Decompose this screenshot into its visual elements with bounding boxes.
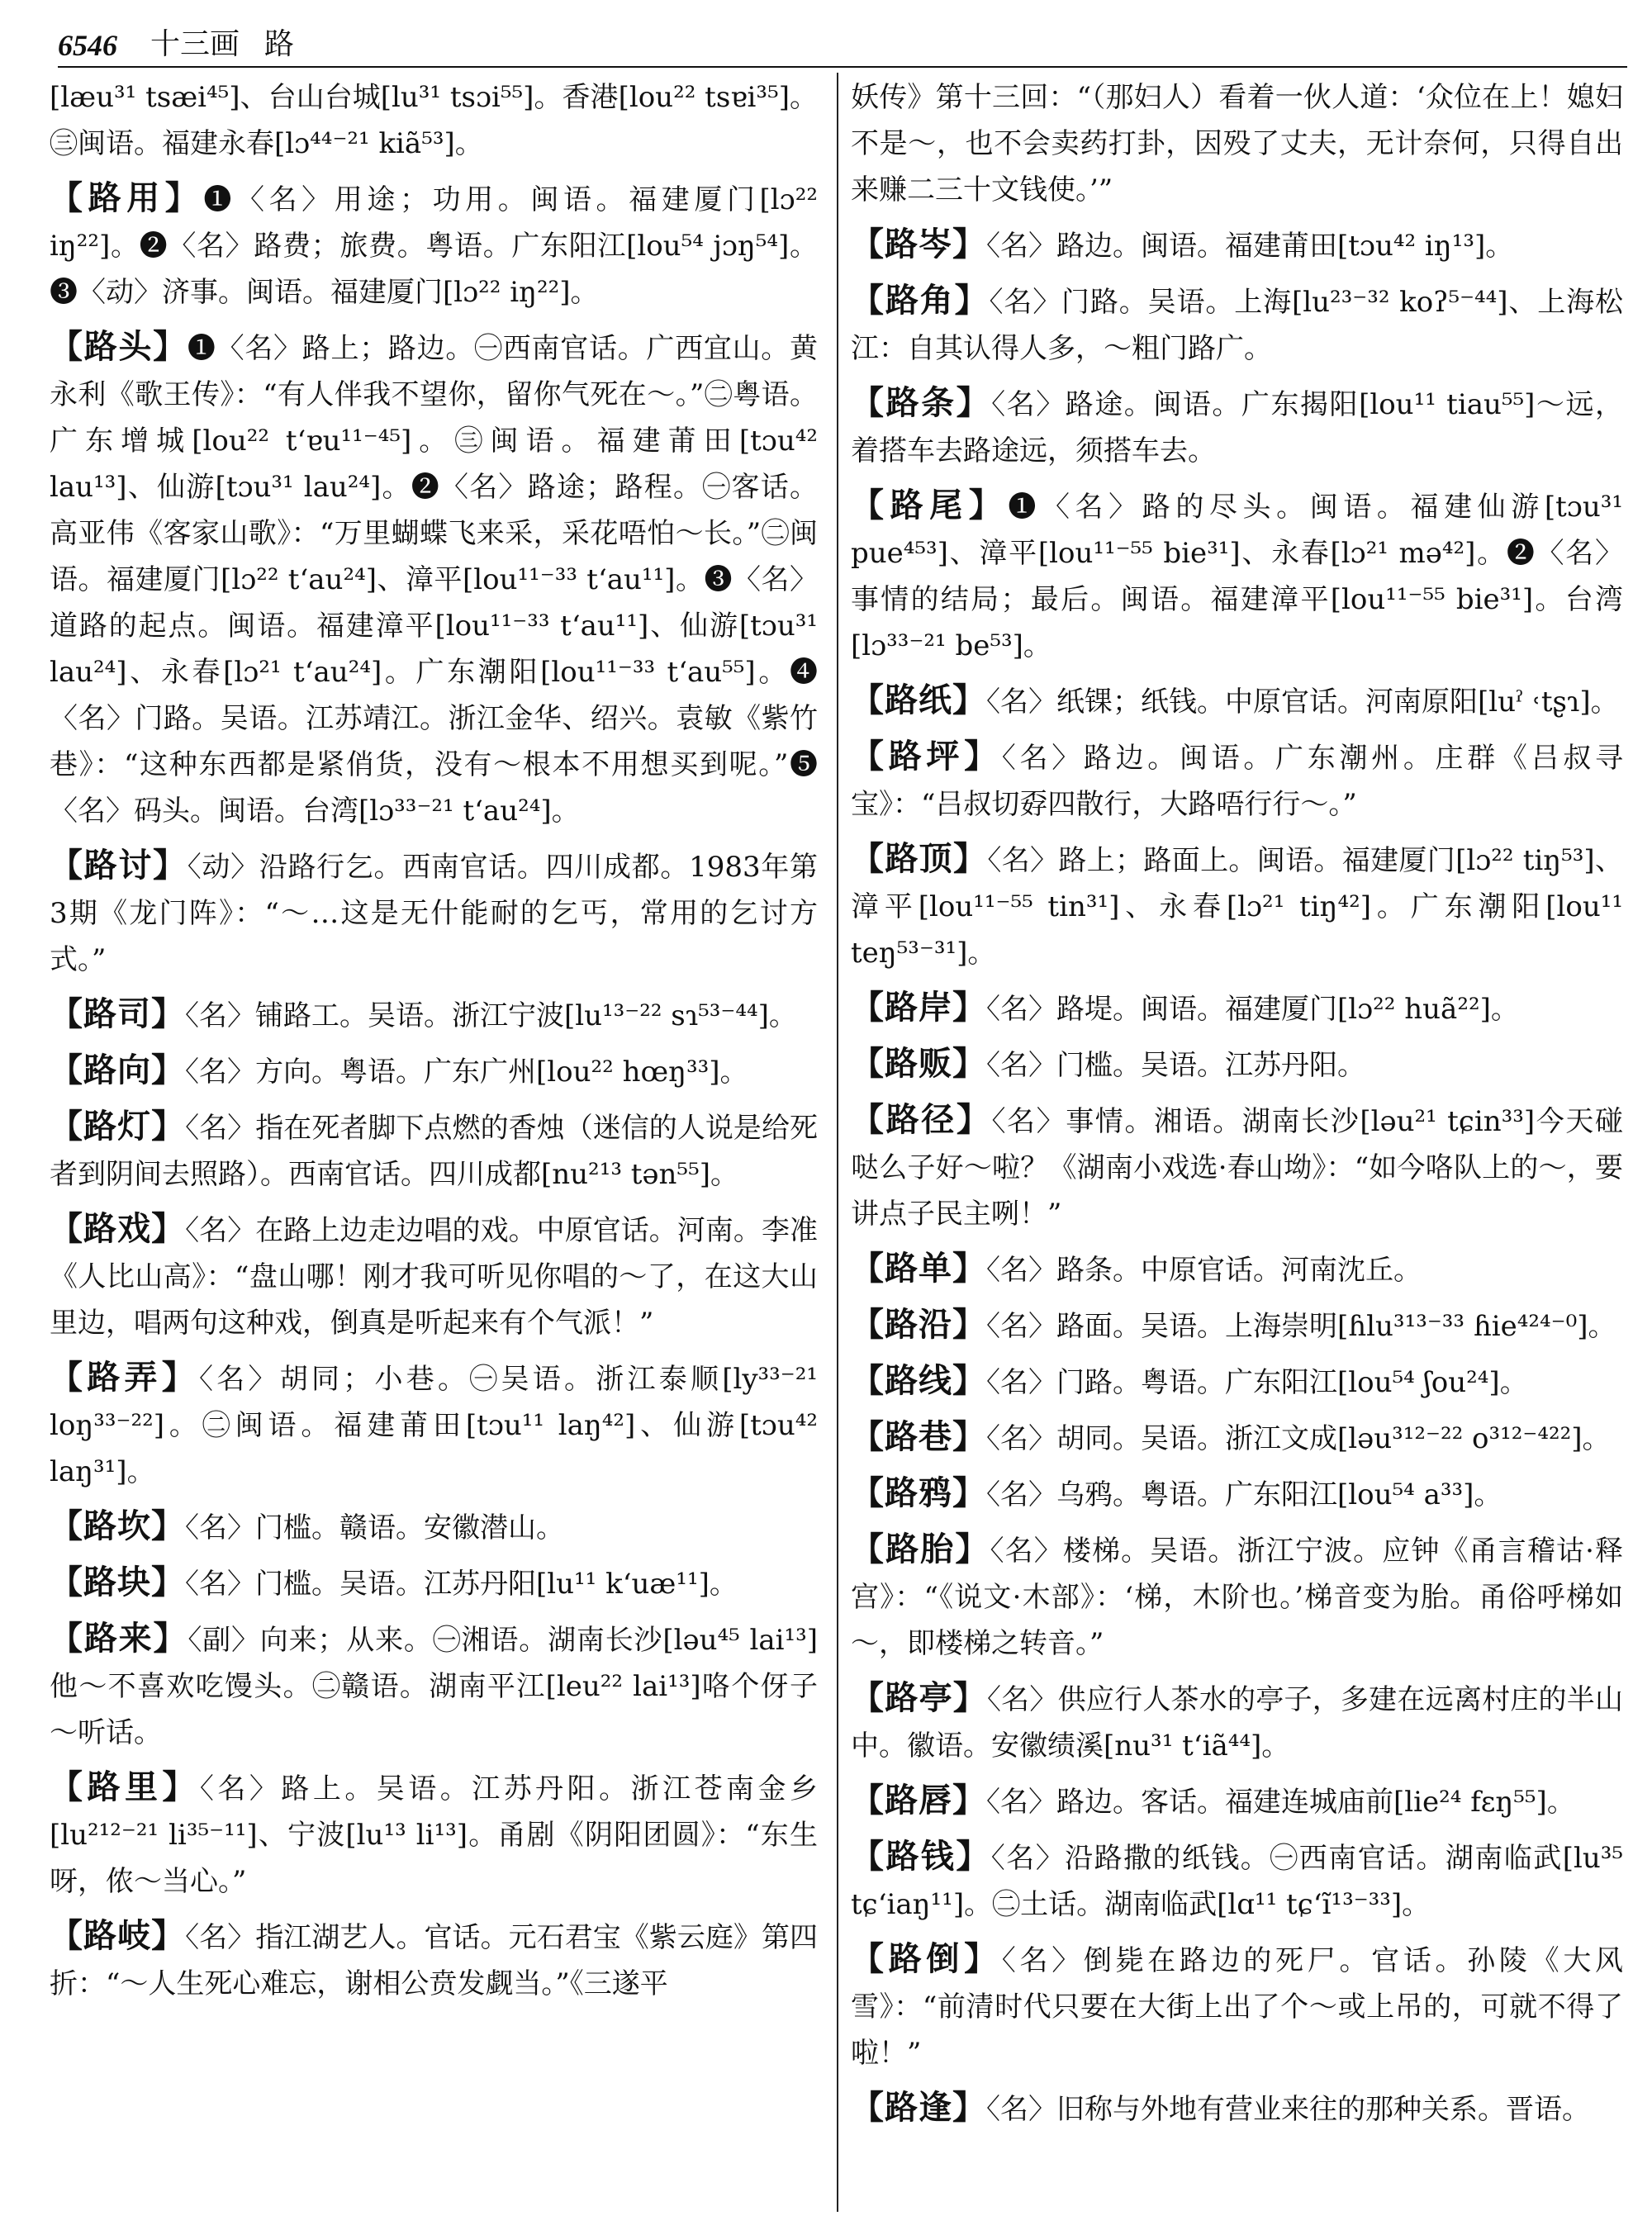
entry-headword: 【路线】 (851, 1361, 986, 1400)
entry-headword: 【路岑】 (851, 225, 986, 263)
entry-definition: 〈名〉路边。闽语。福建莆田[tɔu⁴² iŋ¹³]。 (986, 230, 1514, 263)
right-column (851, 73, 1623, 2141)
entry-headword: 【路坪】 (851, 737, 1002, 776)
entry-headword: 【路钱】 (851, 1837, 991, 1876)
dictionary-entry (851, 985, 1623, 1032)
entry-definition: 〈名〉路边。客话。福建连城庙前[lie²⁴ fɛŋ⁵⁵]。 (986, 1786, 1575, 1819)
entry-definition: 〈名〉铺路工。吴语。浙江宁波[lu¹³⁻²² sɿ⁵³⁻⁴⁴]。 (185, 999, 797, 1032)
entry-headword: 【路来】 (50, 1619, 188, 1658)
entry-headword: 【路司】 (50, 994, 185, 1033)
entry-definition: 〈名〉路途。闽语。广东揭阳[lou¹¹ tiau⁵⁵]～远，着搭车去路途远，须搭车去。 (851, 388, 1623, 467)
header-rule (58, 66, 1627, 68)
entry-headword: 【路亭】 (851, 1678, 987, 1717)
entry-definition: 〈名〉路堤。闽语。福建厦门[lɔ²² huã²²]。 (986, 993, 1519, 1026)
dictionary-entry (851, 1245, 1623, 1293)
entry-definition: 〈名〉指在死者脚下点燃的香烛（迷信的人说是给死者到阴间去照路）。西南官话。四川成都[nu²¹³ tən⁵⁵]。 (50, 1112, 819, 1191)
entry-headword: 【路头】 (50, 327, 188, 366)
dictionary-entry (50, 1764, 818, 1905)
dictionary-entry (50, 1559, 818, 1607)
entry-definition: 〈名〉旧称与外地有营业来往的那种关系。晋语。 (986, 2093, 1590, 2126)
column-divider (837, 73, 838, 2212)
dictionary-entry (851, 1526, 1623, 1667)
entry-definition: ❶〈名〉路上；路边。㊀西南官话。广西宜山。黄永利《歌王传》：“有人伴我不望你，留你气死在～。”㊁粤语。广东增城[lou²² tʻɐu¹¹⁻⁴⁵]。㊂闽语。福建莆田[tɔu⁴² lau¹³]、仙游[tɔu³¹ lau²⁴]。❷〈名〉路途；路程。㊀客话。高亚伟《客家山歌》：“万里蝴蝶飞来采，采花唔怕～长。”㊁闽语。福建厦门[lɔ²² tʻau²⁴]、漳平[lou¹¹⁻³³ tʻau¹¹]。❸〈名〉道路的起点。闽语。福建漳平[lou¹¹⁻³³ tʻau¹¹]、仙游[tɔu³¹ lau²⁴]、永春[lɔ²¹ tʻau²⁴]。广东潮阳[lou¹¹⁻³³ tʻau⁵⁵]。❹〈名〉门路。吴语。江苏靖江。浙江金华、绍兴。袁敏《紫竹巷》：“这种东西都是紧俏货，没有～根本不用想买到呢。”❺〈名〉码头。闽语。台湾[lɔ³³⁻²¹ tʻau²⁴]。 (50, 332, 819, 828)
page-number: 6546 (58, 29, 117, 62)
entry-definition: 〈名〉方向。粤语。广东广州[lou²² hœŋ³³]。 (185, 1056, 748, 1089)
dictionary-entry (851, 1675, 1623, 1769)
dictionary-entry (50, 991, 818, 1039)
entry-definition: 〈名〉路面。吴语。上海崇明[ɦlu³¹³⁻³³ ɦie⁴²⁴⁻⁰]。 (986, 1310, 1616, 1343)
entry-definition: 〈动〉沿路行乞。西南官话。四川成都。1983年第3期《龙门阵》：“～…这是无什能耐的乞丐，常用的乞讨方式。” (50, 851, 818, 976)
entry-definition: 〈名〉供应行人茶水的亭子，多建在远离村庄的半山中。徽语。安徽绩溪[nu³¹ tʻiã⁴⁴]。 (851, 1683, 1624, 1763)
dictionary-entry (851, 73, 1623, 213)
dictionary-entry (50, 1206, 818, 1346)
entry-definition: ❶〈名〉用途；功用。闽语。福建厦门[lɔ²² iŋ²²]。❷〈名〉路费；旅费。粤语。广东阳江[lou⁵⁴ jɔŋ⁵⁴]。❸〈动〉济事。闽语。福建厦门[lɔ²² iŋ²²]。 (50, 183, 818, 309)
entry-headword: 【路条】 (851, 383, 992, 422)
entry-definition: 〈名〉事情。湘语。湖南长沙[ləu²¹ tɕin³³]今天碰哒么子好～啦？《湖南小戏选·春山坳》：“如今咯队上的～，要讲点子民主咧！” (851, 1105, 1623, 1231)
entry-definition: 〈名〉路边。闽语。广东潮州。庄群《吕叔寻宝》：“吕叔切孬四散行，大路唔行行～。” (851, 742, 1624, 821)
entry-definition: 〈副〉向来；从来。㊀湘语。湖南长沙[ləu⁴⁵ lai¹³]他～不喜欢吃馒头。㊁赣语。湖南平江[leu²² lai¹³]咯个伢子～听话。 (50, 1624, 818, 1749)
dictionary-entry (851, 2085, 1623, 2133)
dictionary-entry (851, 1834, 1623, 1928)
entry-headword: 【路弄】 (50, 1358, 199, 1397)
dictionary-entry (851, 380, 1623, 474)
entry-definition: 〈名〉在路上边走边唱的戏。中原官话。河南。李准《人比山高》：“盘山哪！刚才我可听见你唱的～了，在这大山里边，唱两句这种戏，倒真是听起来有个气派！” (50, 1214, 819, 1340)
entry-headword: 【路块】 (50, 1563, 185, 1601)
entry-headword: 【路径】 (851, 1100, 992, 1139)
dictionary-entry (851, 278, 1623, 372)
dictionary-entry (50, 1355, 818, 1495)
dictionary-entry (851, 1041, 1623, 1089)
entry-definition: 〈名〉门槛。吴语。江苏丹阳[lu¹¹ kʻuæ¹¹]。 (185, 1568, 738, 1601)
entry-definition: 〈名〉纸锞；纸钱。中原官话。河南原阳[luˀ ˓tʂɿ]。 (986, 686, 1619, 719)
dictionary-entry (50, 1047, 818, 1095)
dictionary-entry (50, 842, 818, 983)
dictionary-entry (851, 1358, 1623, 1406)
entry-definition: 〈名〉胡同。吴语。浙江文成[ləu³¹²⁻²² o³¹²⁻⁴²²]。 (986, 1422, 1611, 1455)
left-column (50, 73, 818, 2015)
entry-definition: 〈名〉倒毙在路边的死尸。官话。孙陵《大风雪》：“前清时代只要在大街上出了个～或上吊的，可就不得了啦！” (851, 1944, 1624, 2070)
entry-headword: 【路坎】 (50, 1506, 185, 1545)
dictionary-entry (851, 482, 1623, 669)
entry-definition: 〈名〉楼梯。吴语。浙江宁波。应钟《甬言稽诂·释宫》：“《说文·木部》：‘梯，木阶也。’梯音变为胎。甬俗呼梯如～，即楼梯之转音。” (851, 1535, 1624, 1660)
entry-headword: 【路巷】 (851, 1417, 986, 1456)
dictionary-entry (851, 677, 1623, 725)
entry-definition: 〈名〉路上；路面上。闽语。福建厦门[lɔ²² tiŋ⁵³]、漳平[lou¹¹⁻⁵⁵ tin³¹]、永春[lɔ²¹ tiŋ⁴²]。广东潮阳[lou¹¹ teŋ⁵³⁻³¹]。 (851, 844, 1623, 970)
dictionary-entry (50, 175, 818, 316)
entry-headword: 【路沿】 (851, 1305, 986, 1344)
dictionary-entry (851, 1302, 1623, 1350)
dictionary-entry (50, 1503, 818, 1551)
entry-headword: 【路顶】 (851, 839, 988, 878)
dictionary-entry (851, 1097, 1623, 1237)
entry-headword: 【路岸】 (851, 988, 986, 1027)
entry-headword: 【路纸】 (851, 681, 986, 719)
dictionary-entry (851, 1470, 1623, 1518)
entry-headword: 【路向】 (50, 1051, 185, 1089)
radical-label: 路 (264, 27, 295, 61)
dictionary-entry (851, 733, 1623, 828)
dictionary-entry (50, 1103, 818, 1198)
entry-headword: 【路角】 (851, 281, 990, 320)
dictionary-entry (50, 324, 818, 834)
entry-definition: ❶〈名〉路的尽头。闽语。福建仙游[tɔu³¹ pue⁴⁵³]、漳平[lou¹¹⁻⁵⁵ bie³¹]、永春[lɔ²¹ mə⁴²]。❷〈名〉事情的结局；最后。闽语。福建漳平[lou¹¹⁻⁵⁵ bie³¹]。台湾[lɔ³³⁻²¹ be⁵³]。 (851, 491, 1623, 662)
dictionary-entry (851, 1777, 1623, 1825)
entry-headword: 【路逢】 (851, 2088, 986, 2127)
entry-headword: 【路里】 (50, 1767, 200, 1806)
entry-headword: 【路讨】 (50, 846, 188, 885)
entry-definition: 〈名〉路条。中原官话。河南沈丘。 (986, 1254, 1422, 1287)
entry-definition: 〈名〉乌鸦。粤语。广东阳江[lou⁵⁴ a³³]。 (986, 1478, 1502, 1511)
dictionary-entry (851, 1414, 1623, 1462)
entry-definition: 〈名〉路上。吴语。江苏丹阳。浙江苍南金乡[lu²¹²⁻²¹ li³⁵⁻¹¹]、宁波[lu¹³ li¹³]。甬剧《阴阳团圆》：“东生呀，侬～当心。” (50, 1772, 819, 1898)
dictionary-entry (851, 836, 1623, 976)
entry-headword: 【路岐】 (50, 1916, 186, 1955)
entry-definition: 〈名〉沿路撒的纸钱。㊀西南官话。湖南临武[lu³⁵ tɕʻiaŋ¹¹]。㊁土话。湖南临武[lɑ¹¹ tɕʻĩ¹³⁻³³]。 (851, 1842, 1624, 1921)
stroke-count-label: 十三画 (150, 27, 240, 61)
entry-definition: 〈名〉胡同；小巷。㊀吴语。浙江泰顺[ly³³⁻²¹ loŋ³³⁻²²]。㊁闽语。福建莆田[tɔu¹¹ laŋ⁴²]、仙游[tɔu⁴² laŋ³¹]。 (50, 1363, 819, 1488)
dictionary-entry (851, 1936, 1623, 2076)
entry-definition: 〈名〉指江湖艺人。官话。元石君宝《紫云庭》第四折：“～人生死心难忘，谢相公贲发觑当。”《三遂平 (50, 1921, 819, 2000)
entry-headword: 【路单】 (851, 1249, 986, 1288)
entry-headword: 【路倒】 (851, 1939, 1002, 1978)
dictionary-entry (50, 73, 818, 167)
entry-headword: 【路尾】 (851, 486, 1009, 524)
entry-headword: 【路鸦】 (851, 1473, 986, 1512)
entry-headword: 【路贩】 (851, 1044, 986, 1083)
dictionary-entry (851, 221, 1623, 269)
entry-definition: 妖传》第十三回：“（那妇人）看着一伙人道：‘众位在上！媳妇不是～，也不会卖药打卦，因殁了丈夫，无计奈何，只得自出来赚二三十文钱使。’” (851, 81, 1623, 206)
entry-headword: 【路用】 (50, 178, 204, 217)
entry-definition: 〈名〉门路。粤语。广东阳江[lou⁵⁴ ʃou²⁴]。 (986, 1366, 1528, 1399)
entry-definition: 〈名〉门路。吴语。上海[lu²³⁻³² koʔ⁵⁻⁴⁴]、上海松江：自其认得人多，～粗门路广。 (851, 286, 1624, 365)
entry-definition: 〈名〉门槛。赣语。安徽潜山。 (185, 1511, 564, 1544)
entry-definition: [læu³¹ tsæi⁴⁵]、台山台城[lu³¹ tsɔi⁵⁵]。香港[lou²² tsɐi³⁵]。㊂闽语。福建永春[lɔ⁴⁴⁻²¹ kiã⁵³]。 (50, 81, 818, 160)
dictionary-entry (50, 1616, 818, 1756)
page-header (58, 15, 1627, 63)
entry-headword: 【路戏】 (50, 1209, 186, 1248)
dictionary-entry (50, 1913, 818, 2007)
entry-headword: 【路胎】 (851, 1530, 990, 1568)
entry-headword: 【路灯】 (50, 1107, 186, 1146)
entry-definition: 〈名〉门槛。吴语。江苏丹阳。 (986, 1049, 1365, 1082)
entry-headword: 【路唇】 (851, 1781, 986, 1820)
